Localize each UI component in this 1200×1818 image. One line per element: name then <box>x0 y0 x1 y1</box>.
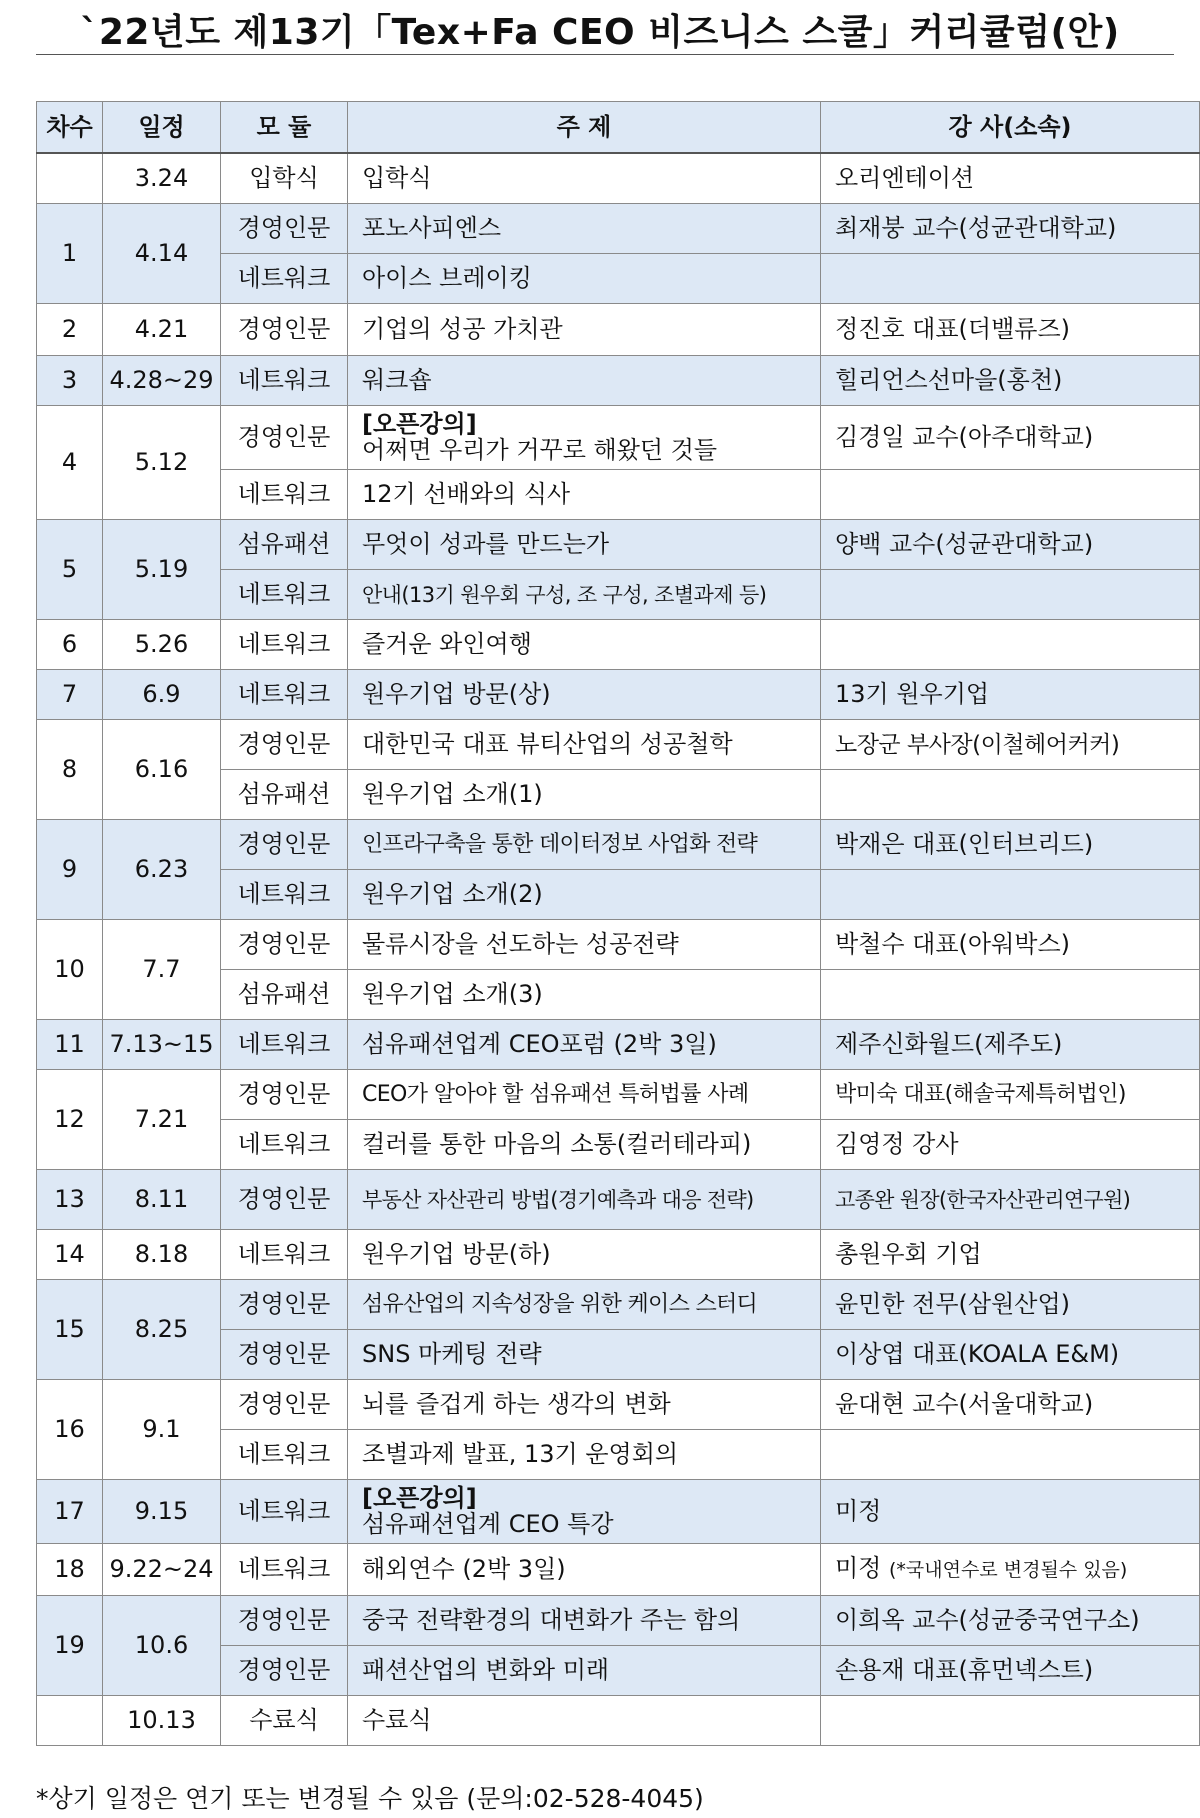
module-cell: 경영인문 <box>221 303 348 355</box>
topic-cell: 원우기업 방문(하) <box>348 1229 821 1279</box>
module-cell: 입학식 <box>221 153 348 203</box>
round-cell: 4 <box>37 405 103 519</box>
date-cell: 8.18 <box>103 1229 221 1279</box>
topic-text: 인프라구축을 통한 데이터정보 사업화 전략 <box>362 832 758 857</box>
table-row <box>37 519 1200 569</box>
topic-cell <box>348 569 821 619</box>
topic-cell: SNS 마케팅 전략 <box>348 1329 821 1379</box>
lecturer-cell <box>821 1429 1200 1479</box>
round-cell: 6 <box>37 619 103 669</box>
topic-cell: 해외연수 (2박 3일) <box>348 1543 821 1595</box>
module-cell: 경영인문 <box>221 1069 348 1119</box>
lecturer-cell <box>821 1543 1200 1595</box>
lecturer-cell <box>821 769 1200 819</box>
topic-cell: 무엇이 성과를 만드는가 <box>348 519 821 569</box>
round-cell: 18 <box>37 1543 103 1595</box>
table-row <box>37 1595 1200 1645</box>
lecturer-cell <box>821 569 1200 619</box>
lecturer-cell: 13기 원우기업 <box>821 669 1200 719</box>
module-cell: 네트워크 <box>221 1119 348 1169</box>
footnote: *상기 일정은 연기 또는 변경될 수 있음 (문의:02-528-4045) <box>36 1784 704 1813</box>
date-cell: 7.13~15 <box>103 1019 221 1069</box>
lecturer-cell: 제주신화월드(제주도) <box>821 1019 1200 1069</box>
lecturer-text: 고종완 원장(한국자산관리연구원) <box>835 1187 1131 1212</box>
table-row <box>37 1479 1200 1543</box>
topic-cell <box>348 1069 821 1119</box>
table-row <box>37 1379 1200 1429</box>
topic-cell <box>348 1479 821 1543</box>
topic-cell: 패션산업의 변화와 미래 <box>348 1645 821 1695</box>
topic-cell: 아이스 브레이킹 <box>348 253 821 303</box>
table-row <box>37 1543 1200 1595</box>
table-row <box>37 719 1200 769</box>
module-cell: 경영인문 <box>221 1379 348 1429</box>
header-topic: 주 제 <box>348 102 821 154</box>
topic-cell: 물류시장을 선도하는 성공전략 <box>348 919 821 969</box>
lecturer-cell: 이희옥 교수(성균중국연구소) <box>821 1595 1200 1645</box>
module-cell: 네트워크 <box>221 1543 348 1595</box>
module-cell: 수료식 <box>221 1695 348 1745</box>
module-cell: 경영인문 <box>221 203 348 253</box>
lecturer-cell: 윤민한 전무(삼원산업) <box>821 1279 1200 1329</box>
topic-text: 섬유산업의 지속성장을 위한 케이스 스터디 <box>362 1292 758 1317</box>
header-date: 일정 <box>103 102 221 154</box>
topic-cell: 즐거운 와인여행 <box>348 619 821 669</box>
table-row <box>37 1069 1200 1119</box>
round-cell: 7 <box>37 669 103 719</box>
lecturer-cell: 이상엽 대표(KOALA E&M) <box>821 1329 1200 1379</box>
lecturer-cell: 오리엔테이션 <box>821 153 1200 203</box>
round-cell: 8 <box>37 719 103 819</box>
module-cell: 경영인문 <box>221 919 348 969</box>
topic-cell: 조별과제 발표, 13기 운영회의 <box>348 1429 821 1479</box>
round-cell: 19 <box>37 1595 103 1695</box>
topic-text: 어쩌면 우리가 거꾸로 해왔던 것들 <box>362 436 718 464</box>
topic-cell: 입학식 <box>348 153 821 203</box>
topic-cell <box>348 405 821 469</box>
date-cell: 5.19 <box>103 519 221 619</box>
open-lecture-tag: [오픈강의] <box>362 410 477 438</box>
round-cell: 2 <box>37 303 103 355</box>
module-cell: 네트워크 <box>221 669 348 719</box>
topic-cell <box>348 1169 821 1229</box>
lecturer-cell: 윤대현 교수(서울대학교) <box>821 1379 1200 1429</box>
page-title: `22년도 제13기「Tex+Fa CEO 비즈니스 스쿨」커리큘럼(안) <box>80 12 1120 53</box>
module-cell: 네트워크 <box>221 469 348 519</box>
topic-text: 부동산 자산관리 방법(경기예측과 대응 전략) <box>362 1187 754 1212</box>
lecturer-text: 노장군 부사장(이철헤어커커) <box>835 731 1120 758</box>
date-cell: 7.21 <box>103 1069 221 1169</box>
table-row <box>37 405 1200 469</box>
date-cell: 4.28~29 <box>103 355 221 405</box>
round-cell: 14 <box>37 1229 103 1279</box>
lecturer-cell <box>821 969 1200 1019</box>
header-module: 모 듈 <box>221 102 348 154</box>
date-cell: 10.13 <box>103 1695 221 1745</box>
round-cell: 9 <box>37 819 103 919</box>
table-row <box>37 669 1200 719</box>
round-cell <box>37 1695 103 1745</box>
lecturer-cell: 정진호 대표(더밸류즈) <box>821 303 1200 355</box>
module-cell: 경영인문 <box>221 405 348 469</box>
title-divider <box>36 54 1174 55</box>
topic-cell <box>348 819 821 869</box>
topic-text: CEO가 알아야 할 섬유패션 특허법률 사례 <box>362 1082 749 1107</box>
topic-cell: 수료식 <box>348 1695 821 1745</box>
module-cell: 네트워크 <box>221 355 348 405</box>
topic-cell: 원우기업 소개(2) <box>348 869 821 919</box>
table-row <box>37 1229 1200 1279</box>
table-row <box>37 1695 1200 1745</box>
topic-cell: 섬유패션업계 CEO포럼 (2박 3일) <box>348 1019 821 1069</box>
topic-cell: 컬러를 통한 마음의 소통(컬러테라피) <box>348 1119 821 1169</box>
table-row <box>37 1169 1200 1229</box>
module-cell: 경영인문 <box>221 719 348 769</box>
lecturer-cell <box>821 619 1200 669</box>
round-cell: 1 <box>37 203 103 303</box>
date-cell: 10.6 <box>103 1595 221 1695</box>
date-cell: 9.22~24 <box>103 1543 221 1595</box>
module-cell: 경영인문 <box>221 1169 348 1229</box>
module-cell: 네트워크 <box>221 253 348 303</box>
topic-cell: 중국 전략환경의 대변화가 주는 함의 <box>348 1595 821 1645</box>
table-row <box>37 619 1200 669</box>
lecturer-cell <box>821 253 1200 303</box>
table-row <box>37 153 1200 203</box>
table-row <box>37 355 1200 405</box>
topic-cell: 대한민국 대표 뷰티산업의 성공철학 <box>348 719 821 769</box>
open-lecture-tag: [오픈강의] <box>362 1484 477 1512</box>
topic-cell: 12기 선배와의 식사 <box>348 469 821 519</box>
lecturer-cell: 총원우회 기업 <box>821 1229 1200 1279</box>
module-cell: 네트워크 <box>221 1479 348 1543</box>
date-cell: 7.7 <box>103 919 221 1019</box>
topic-cell: 포노사피엔스 <box>348 203 821 253</box>
lecturer-note: (*국내연수로 변경될수 있음) <box>889 1559 1128 1581</box>
module-cell: 네트워크 <box>221 619 348 669</box>
topic-cell: 뇌를 즐겁게 하는 생각의 변화 <box>348 1379 821 1429</box>
table-row <box>37 203 1200 253</box>
lecturer-cell <box>821 869 1200 919</box>
table-row <box>37 819 1200 869</box>
round-cell <box>37 153 103 203</box>
round-cell: 5 <box>37 519 103 619</box>
module-cell: 경영인문 <box>221 819 348 869</box>
module-cell: 네트워크 <box>221 569 348 619</box>
date-cell: 6.16 <box>103 719 221 819</box>
module-cell: 네트워크 <box>221 1019 348 1069</box>
topic-cell: 워크숍 <box>348 355 821 405</box>
topic-text: 안내(13기 원우회 구성, 조 구성, 조별과제 등) <box>362 582 767 607</box>
round-cell: 11 <box>37 1019 103 1069</box>
module-cell: 경영인문 <box>221 1279 348 1329</box>
module-cell: 네트워크 <box>221 1229 348 1279</box>
round-cell: 16 <box>37 1379 103 1479</box>
lecturer-cell <box>821 1069 1200 1119</box>
date-cell: 6.9 <box>103 669 221 719</box>
round-cell: 17 <box>37 1479 103 1543</box>
table-row <box>37 1019 1200 1069</box>
lecturer-cell <box>821 469 1200 519</box>
date-cell: 4.21 <box>103 303 221 355</box>
date-cell: 9.1 <box>103 1379 221 1479</box>
date-cell: 4.14 <box>103 203 221 303</box>
date-cell: 3.24 <box>103 153 221 203</box>
lecturer-cell: 최재붕 교수(성균관대학교) <box>821 203 1200 253</box>
module-cell: 섬유패션 <box>221 769 348 819</box>
module-cell: 섬유패션 <box>221 969 348 1019</box>
round-cell: 13 <box>37 1169 103 1229</box>
module-cell: 경영인문 <box>221 1645 348 1695</box>
topic-cell: 원우기업 소개(1) <box>348 769 821 819</box>
date-cell: 5.12 <box>103 405 221 519</box>
lecturer-cell: 김경일 교수(아주대학교) <box>821 405 1200 469</box>
table-row <box>37 919 1200 969</box>
round-cell: 15 <box>37 1279 103 1379</box>
topic-cell: 원우기업 소개(3) <box>348 969 821 1019</box>
topic-text: 섬유패션업계 CEO 특강 <box>362 1510 614 1538</box>
table-row <box>37 303 1200 355</box>
module-cell: 네트워크 <box>221 869 348 919</box>
date-cell: 8.11 <box>103 1169 221 1229</box>
date-cell: 6.23 <box>103 819 221 919</box>
round-cell: 10 <box>37 919 103 1019</box>
module-cell: 섬유패션 <box>221 519 348 569</box>
topic-cell <box>348 1279 821 1329</box>
round-cell: 3 <box>37 355 103 405</box>
table-header-row <box>37 102 1200 154</box>
round-cell: 12 <box>37 1069 103 1169</box>
lecturer-text: 미정 <box>835 1554 882 1582</box>
header-round: 차수 <box>37 102 103 154</box>
module-cell: 경영인문 <box>221 1329 348 1379</box>
lecturer-cell: 미정 <box>821 1479 1200 1543</box>
lecturer-cell <box>821 1695 1200 1745</box>
lecturer-cell: 손용재 대표(휴먼넥스트) <box>821 1645 1200 1695</box>
curriculum-table <box>36 101 1200 1746</box>
date-cell: 8.25 <box>103 1279 221 1379</box>
lecturer-cell: 양백 교수(성균관대학교) <box>821 519 1200 569</box>
table-row <box>37 1279 1200 1329</box>
topic-cell: 기업의 성공 가치관 <box>348 303 821 355</box>
header-lecturer: 강 사(소속) <box>821 102 1200 154</box>
module-cell: 네트워크 <box>221 1429 348 1479</box>
date-cell: 9.15 <box>103 1479 221 1543</box>
lecturer-cell: 박재은 대표(인터브리드) <box>821 819 1200 869</box>
lecturer-cell: 힐리언스선마을(홍천) <box>821 355 1200 405</box>
lecturer-text: 박미숙 대표(해솔국제특허법인) <box>835 1082 1126 1107</box>
lecturer-cell: 김영정 강사 <box>821 1119 1200 1169</box>
topic-cell: 원우기업 방문(상) <box>348 669 821 719</box>
lecturer-cell <box>821 1169 1200 1229</box>
date-cell: 5.26 <box>103 619 221 669</box>
module-cell: 경영인문 <box>221 1595 348 1645</box>
lecturer-cell <box>821 719 1200 769</box>
lecturer-cell: 박철수 대표(아워박스) <box>821 919 1200 969</box>
